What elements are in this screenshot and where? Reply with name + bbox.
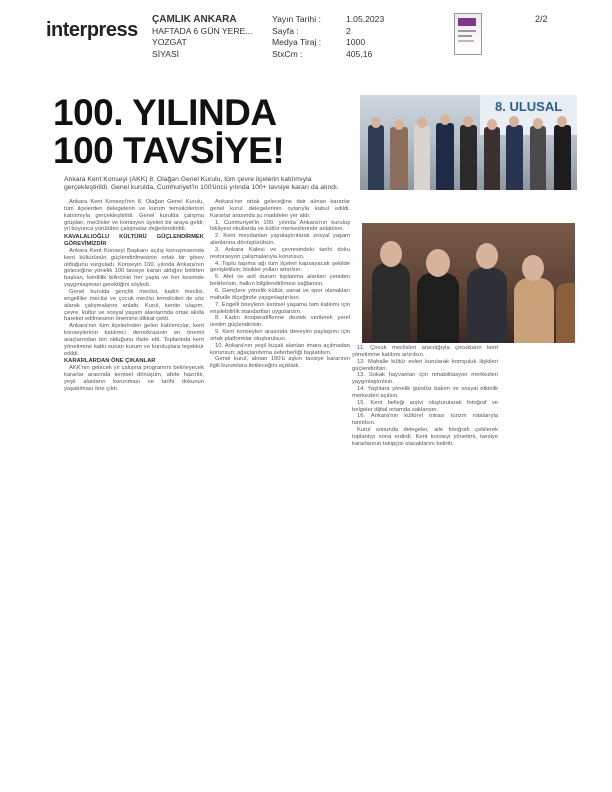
paragraph: 13. Sokak hayvanları için rehabilitasyon merkezleri yaygınlaştırılsın. (352, 372, 498, 386)
person-head (557, 116, 567, 127)
page-count: 2/2 (535, 14, 548, 24)
paragraph: Ankara'nın tüm ilçelerinden gelen katılımcılar, kent konseylerinin katılımcı demokrasinin en önemli araçlarından biri olduğunu ifade etti. Toplantıda kent yönetimine katkı sunan kurum ve kuruluşlara teşekkür edildi. (64, 323, 204, 357)
clipping-header (0, 0, 612, 74)
banner-text: 8. ULUSAL (495, 99, 563, 114)
clipping-meta (272, 14, 406, 60)
newspaper-thumbnail[interactable] (454, 13, 482, 55)
meta-key: Yayın Tarihi : (272, 14, 321, 24)
thumbnail-line (458, 35, 472, 37)
article-column-1 (64, 199, 204, 393)
person-head (463, 116, 473, 127)
meta-value: 1000 (346, 37, 366, 47)
paragraph: Ankara Kent Konseyi'nin 8. Olağan Genel Kurulu, tüm ilçelerden delegelerin ve kurum temsilcilerinin katılımıyla gerçekleştirildi. Genel kurulda çalışma grupları, meclisler ve komisyon üyeleri bir araya geldi; yıl boyunca yürütülen çalışmalar değerlendirildi. (64, 199, 204, 233)
paragraph: 3. Ankara Kalesi ve çevresindeki tarihi doku restorasyon çalışmalarıyla korunsun. (210, 246, 350, 260)
person-head (380, 241, 402, 267)
person-figure (390, 127, 408, 190)
publication-frequency: HAFTADA 6 GÜN YERE... (152, 25, 253, 36)
interpress-logo: interpress (46, 19, 138, 41)
paragraph: AKK'nın gelecek yıl çalışma programını belirleyecek kararlar arasında kentsel dönüşüm, afete hazırlık, yeşil alanların korunması ve tarihi dokunun yaşatılması öne çıktı. (64, 365, 204, 392)
person-figure (554, 125, 571, 190)
paragraph: Kurul sonunda delegeler, aile fotoğrafı çekilerek toplantıyı sona erdirdi. Kent konseyi yönetimi, tavsiye kararlarının takipçisi olacaklarını belirtti. (352, 427, 498, 447)
person-head (426, 249, 450, 277)
person-head (487, 119, 497, 130)
article-column-2 (210, 199, 350, 370)
thumbnail-line (458, 40, 474, 42)
person-head (371, 117, 381, 128)
paragraph: 9. Kent konseyleri arasında deneyim paylaşımı için ortak platformlar oluşturulsun. (210, 329, 350, 342)
paragraph: Ankara Kent Konseyi Başkanı açılış konuşmasında kent kültürünün güçlendirilmesinin ortak bir görev olduğunu vurguladı. Konseyin 100. yılında Ankara'nın geleceğine yönelik 100 tavsiye kararı aldığını belirten başkan, kentlilik bilincinin her yaşta ve her kesimde yaygınlaşması gerektiğini söyledi. (64, 247, 204, 289)
paragraph: Ankara'nın ortak geleceğine dair alınan kararlar genel kurul delegelerinin oylarıyla kabul edildi. Kararlar arasında şu maddeler yer aldı: (210, 199, 350, 219)
paragraph: 11. Çocuk meclisleri aracılığıyla çocukların kent yönetimine katılımı artırılsın. (352, 345, 498, 358)
meta-value: 405,16 (346, 48, 373, 59)
person-head (533, 118, 543, 129)
person-head (394, 119, 404, 130)
meta-key: StxCm : (272, 48, 303, 59)
person-head (417, 117, 427, 128)
person-figure (417, 273, 459, 343)
person-figure (467, 268, 507, 343)
paragraph: Genel kurulda gençlik meclisi, kadın meclisi, engelliler meclisi ve çocuk meclisi temsilcileri de söz alarak çalışmalarını anlattı. Kurul, kentin ulaşım, çevre, kültür ve sosyal yaşam alanlarında ortak akılla hareket edilmesinin önemine dikkat çekti. (64, 288, 204, 323)
meta-row-circulation (272, 37, 406, 49)
person-figure (436, 123, 454, 190)
person-figure (414, 125, 430, 190)
paragraph: Genel kurul, alınan 100'ü aşkın tavsiye kararının ilgili kurumlara iletileceğini açıkladı. (210, 356, 350, 370)
thumbnail-line (458, 30, 476, 32)
publication-region: YOZGAT (152, 37, 187, 47)
paragraph: 6. Gençlere yönelik kültür, sanat ve spor olanakları mahalle ölçeğinde yaygınlaştırılsın. (210, 287, 350, 301)
paragraph: 15. Kent belleği arşivi oluşturularak fotoğraf ve belgeler dijital ortamda saklansın. (352, 399, 498, 413)
article-headline (53, 94, 284, 170)
paragraph: 1. Cumhuriyet'in 100. yılında Ankara'nın kuruluş hikâyesi okullarda ve kültür merkezlerinde anlatılsın. (210, 219, 350, 233)
person-head (509, 116, 519, 127)
person-head (440, 114, 450, 125)
paragraph: 7. Engelli bireylerin kentsel yaşama tam katılımı için erişilebilirlik standartları uygulansın. (210, 301, 350, 315)
person-figure (484, 127, 500, 190)
paragraph: 16. Ankara'nın kültürel mirası turizm rotalarıyla tanıtılsın. (352, 413, 498, 427)
audience-photo (362, 223, 575, 343)
person-head (522, 255, 544, 281)
meta-key: Medya Tiraj : (272, 37, 322, 47)
person-head (476, 243, 498, 269)
publication-name: ÇAMLIK ANKARA (152, 14, 237, 25)
section-heading: KAVALALIOĞLU KÜLTÜRÜ GÜÇLENDİRMEK GÖREVİMİZDİR (64, 234, 204, 248)
person-figure (460, 125, 477, 190)
paragraph: 5. Afet ve acil durum toplanma alanları yeniden belirlensin, halkın bilgilendirilmesi sağlansın. (210, 274, 350, 288)
headline-line: 100. YILINDA (53, 92, 277, 133)
meta-value: 1.05.2023 (346, 14, 385, 24)
person-figure (556, 283, 575, 343)
paragraph: 14. Yaşlılara yönelik gündüz bakım ve sosyal etkinlik merkezleri açılsın. (352, 386, 498, 399)
article-column-3 (352, 345, 498, 448)
paragraph: 2. Kent meydanları yayalaştırılarak sosyal yaşam alanlarına dönüştürülsün. (210, 233, 350, 247)
article-subhead: Ankara Kent Konseyi (AKK) 8. Olağan Genel Kurulu, tüm çevre ilçelerin katılımıyla gerçekleştirildi. Genel kurulda, Cumhuriyet'in 100'üncü yılında 100+ tavsiye kararı da alındı. (64, 176, 339, 192)
paragraph: 12. Mahalle kültür evleri kurularak komşuluk ilişkileri güçlendirilsin. (352, 358, 498, 372)
publication-category: SİYASİ (152, 48, 180, 59)
publication-info (152, 14, 252, 60)
meta-value: 2 (346, 25, 351, 36)
person-figure (372, 263, 410, 343)
person-figure (368, 125, 384, 190)
headline-line: 100 TAVSİYE! (53, 130, 285, 171)
person-figure (530, 126, 546, 190)
person-figure (506, 125, 523, 190)
meta-key: Sayfa : (272, 25, 299, 36)
meta-row-date (272, 14, 406, 26)
paragraph: 8. Kadın kooperatiflerine destek verilerek yerel üretim güçlendirilsin. (210, 315, 350, 329)
group-photo (360, 95, 577, 190)
meta-row-stxcm (272, 49, 406, 61)
section-heading: KARARLARDAN ÖNE ÇIKANLAR (64, 358, 156, 365)
meta-row-page (272, 26, 406, 38)
person-figure (514, 278, 554, 343)
paragraph: 4. Toplu taşıma ağı tüm ilçeleri kapsayacak şekilde genişletilsin; bisiklet yolları artırılsın. (210, 260, 350, 274)
paragraph: 10. Ankara'nın yeşil kuşak alanları imara açılmadan korunsun; ağaçlandırma seferberliği başlatılsın. (210, 342, 350, 356)
thumbnail-masthead (458, 18, 476, 26)
